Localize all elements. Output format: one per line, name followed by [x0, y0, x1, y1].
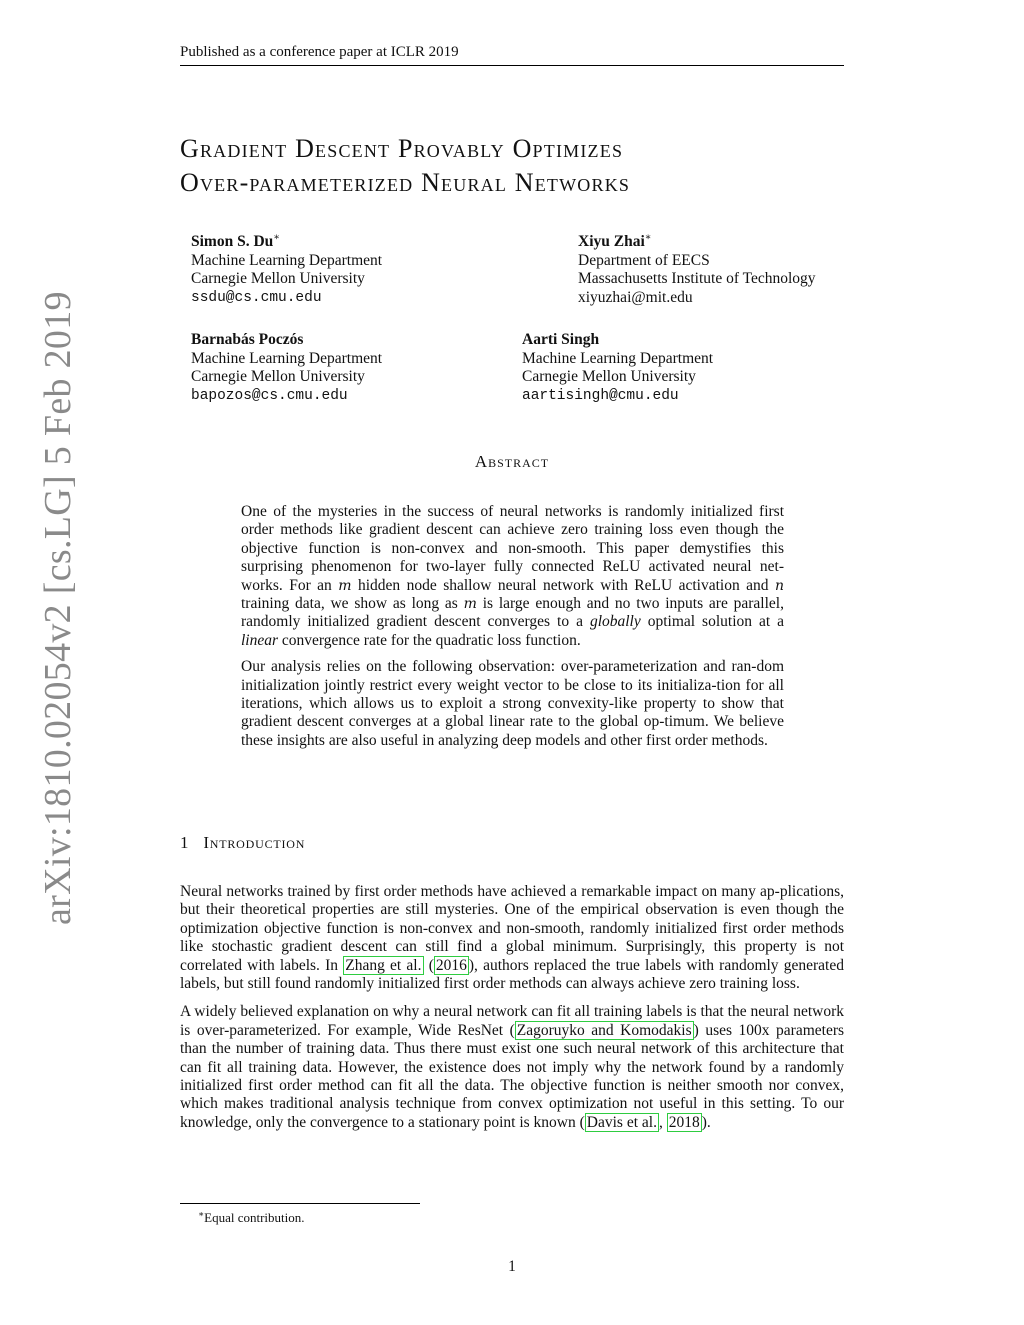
author-block-1: [191, 229, 382, 307]
abstract-heading: Abstract: [474, 452, 550, 471]
citation-link[interactable]: Zhang et al.: [345, 956, 422, 974]
text-run: One of the mysteries in the success of neural networks is randomly initialized first order methods like gradient descent can achieve zero training loss even though the objective function is non-convex and non-smooth. This paper demystifies this surprising phenomenon for two-layer fully connected ReLU activated neural net-works. For an: [241, 503, 784, 594]
author-email[interactable]: xiyuzhai@mit.edu: [578, 288, 693, 306]
math-n: n: [774, 577, 784, 594]
section-title: Introduction: [203, 833, 306, 852]
math-m: m: [463, 596, 477, 613]
header-text: Published as a conference paper at ICLR 2019: [180, 44, 459, 60]
citation-link[interactable]: Zagoruyko and Komodakis: [516, 1021, 692, 1039]
text-run: Neural networks trained by first order methods have achieved a remarkable impact on many ap-plications, but their theoretical properties are still mysteries. One of the empirical observation is even though the optimization objective function is non-convex and non-smooth, randomly initialized first order methods like stochastic gradient descent can still find a global minimum. Surprisingly, this property is not correlated with labels. In: [180, 883, 844, 974]
text-run: hidden node shallow neural network with ReLU activation and: [351, 576, 775, 594]
section-heading-introduction: [180, 833, 305, 853]
author-mark: ∗: [273, 232, 281, 243]
text-run: is large enough and no two inputs are parallel, randomly initialized gradient descent converges to a: [241, 595, 784, 631]
text-run: ) uses 100x parameters than the number of training data. Thus there must exist one such neural network of this architecture that can fit all training data. However, the existence does not imply why the network found by a randomly initialized first order method can fit all the data. The objective function is neither smooth nor convex, which makes traditional analysis technique from convex optimization not useful in this setting. To our knowledge, only the convergence to a stationary point is known (: [180, 1021, 845, 1131]
text-run: ,: [658, 1113, 667, 1131]
citation-link[interactable]: 2018: [668, 1113, 700, 1131]
arxiv-stamp: arXiv:1810.02054v2 [cs.LG] 5 Feb 2019: [37, 291, 79, 925]
page-number: 1: [508, 1258, 516, 1275]
text-run: A widely believed explanation on why a neural network can fit all training labels is that the neural network is over-parameterized. For example, Wide ResNet (: [180, 1003, 844, 1039]
author-name: Xiyu Zhai: [578, 233, 645, 250]
footnote: [198, 1209, 305, 1226]
author-mark: ∗: [644, 232, 652, 243]
running-header: [180, 44, 844, 66]
emphasis: linear: [241, 631, 279, 649]
author-name: Aarti Singh: [522, 331, 600, 348]
abstract-body: [241, 503, 784, 758]
footnote-mark: ∗: [198, 1209, 205, 1219]
emphasis: globally: [589, 613, 641, 631]
author-block-3: [191, 331, 382, 405]
author-name: Barnabás Poczós: [191, 331, 304, 348]
author-name: Simon S. Du: [191, 233, 274, 250]
intro-paragraph-1: [180, 883, 844, 993]
footnote-rule: [180, 1203, 420, 1204]
text-run: training data, we show as long as: [241, 595, 464, 613]
text-run: optimal solution at a: [640, 613, 785, 631]
abstract-paragraph-2: Our analysis relies on the following observation: over-parameterization and ran-dom initialization jointly restrict every weight vector to be close to its initializa-tion for all iterations, which allows us to exploit a strong convexity-like property to show that gradient descent converges at a global linear rate to the global op-timum. We believe these insights are also useful in analyzing deep models and other first order methods.: [241, 658, 784, 749]
author-dept: Department of EECS: [578, 251, 710, 269]
title-line-2: Over-parameterized Neural Networks: [180, 168, 631, 197]
paper-title: [180, 132, 844, 200]
section-number: 1: [180, 833, 190, 852]
author-block-2: [578, 229, 816, 307]
author-inst: Carnegie Mellon University: [191, 368, 365, 385]
citation-link[interactable]: 2016: [435, 956, 467, 974]
author-block-4: [522, 331, 713, 405]
author-email[interactable]: aartisingh@cmu.edu: [522, 387, 679, 404]
text-run: convergence rate for the quadratic loss function.: [278, 631, 581, 649]
author-email[interactable]: bapozos@cs.cmu.edu: [191, 387, 348, 404]
text-run: ), authors replaced the true labels with randomly generated labels, but still found randomly initialized first order methods can always achieve zero training loss.: [180, 956, 844, 993]
math-m: m: [338, 577, 352, 594]
author-inst: Carnegie Mellon University: [191, 270, 365, 287]
author-dept: Machine Learning Department: [522, 349, 714, 367]
text-run: ).: [701, 1113, 711, 1131]
author-inst: Carnegie Mellon University: [522, 368, 696, 385]
title-line-1: Gradient Descent Provably Optimizes: [180, 134, 624, 163]
introduction-body: [180, 883, 844, 1142]
abstract-paragraph-1: [241, 503, 784, 650]
author-inst: Massachusetts Institute of Technology: [578, 270, 816, 287]
intro-paragraph-2: [180, 1003, 844, 1132]
text-run: (: [423, 956, 434, 974]
citation-link[interactable]: Davis et al.: [586, 1113, 657, 1131]
author-dept: Machine Learning Department: [191, 349, 383, 367]
footnote-text: Equal contribution.: [204, 1210, 305, 1225]
author-email[interactable]: ssdu@cs.cmu.edu: [191, 289, 322, 306]
author-dept: Machine Learning Department: [191, 251, 383, 269]
